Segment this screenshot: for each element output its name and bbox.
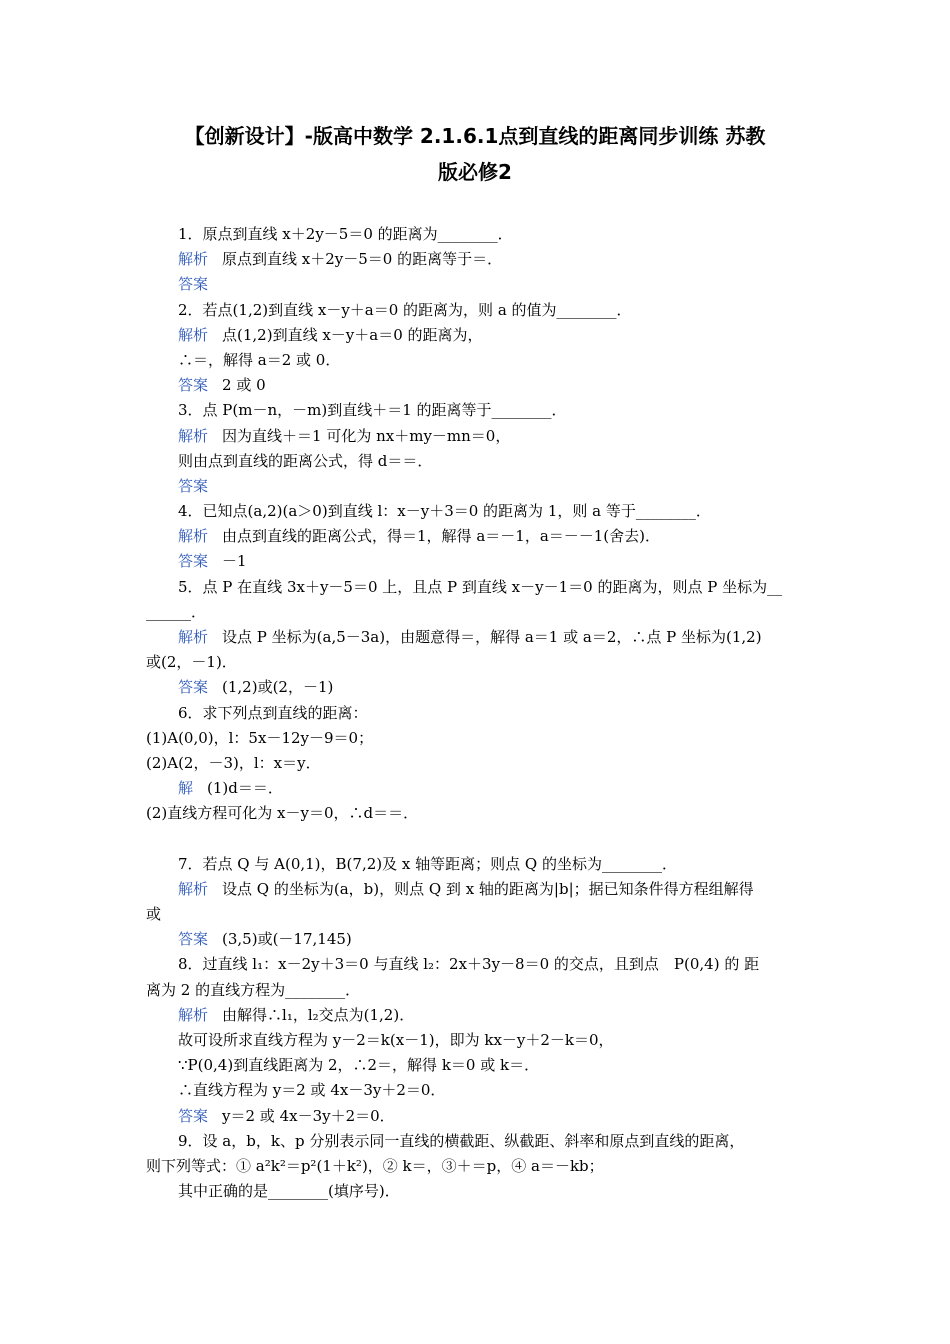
q2-stem: 2．若点(1,2)到直线 x－y＋a＝0 的距离为，则 a 的值为________． [178, 300, 632, 319]
q5-answer-text: (1,2)或(2，－1) [222, 678, 334, 697]
q6-solution-text: (1)d＝＝． [207, 779, 283, 798]
q1-analysis [146, 247, 810, 272]
q3-analysis-cont: 则由点到直线的距离公式，得 d＝＝． [178, 451, 433, 470]
q5-stem-cont: ______． [146, 602, 207, 621]
q4-analysis-text: 由点到直线的距离公式，得＝1，解得 a＝－1，a＝－－1(舍去)． [222, 527, 661, 546]
q9-stem-line-2: 则下列等式：① a²k²＝p²(1＋k²)，② k＝，③＋＝p，④ a＝－kb； [146, 1156, 604, 1175]
q7-analysis-text: 设点 Q 的坐标为(a，b)，则点 Q 到 x 轴的距离为|b|；据已知条件得方程组解得 [222, 879, 754, 898]
analysis-label: 解析 [178, 250, 209, 269]
q7-answer-text: (3,5)或(－17,145) [222, 930, 352, 949]
answer-label: 答案 [178, 476, 209, 495]
q5-stem: 5．点 P 在直线 3x＋y－5＝0 上，且点 P 到直线 x－y－1＝0 的距离为，则点 P 坐标为__ [178, 577, 783, 596]
q1-analysis-text: 原点到直线 x＋2y－5＝0 的距离等于＝． [222, 250, 503, 269]
q2-analysis-text: 点(1,2)到直线 x－y＋a＝0 的距离为， [222, 325, 483, 344]
title-line-2: 版必修2 [438, 160, 512, 184]
q6-part-2: (2)A(2，－3)，l：x＝y． [146, 753, 321, 772]
q8-analysis-line-3: ∵P(0,4)到直线距离为 2，∴2＝，解得 k＝0 或 k＝． [178, 1056, 540, 1075]
q5-analysis-cont: 或(2，－1)． [146, 653, 237, 672]
q7-analysis-cont: 或 [146, 905, 162, 924]
q8-analysis-line-2: 故可设所求直线方程为 y－2＝k(x－1)，即为 kx－y＋2－k＝0， [178, 1031, 614, 1049]
solution-label: 解 [178, 779, 194, 798]
q5-answer [146, 675, 810, 700]
q4-stem: 4．已知点(a,2)(a＞0)到直线 l：x－y＋3＝0 的距离为 1，则 a 等于________． [178, 502, 711, 521]
answer-label: 答案 [178, 552, 209, 571]
analysis-label: 解析 [178, 527, 209, 546]
analysis-label: 解析 [178, 426, 209, 445]
blank-line [146, 827, 810, 852]
answer-label: 答案 [178, 1106, 209, 1125]
answer-label: 答案 [178, 678, 209, 697]
exercise-content [146, 222, 810, 1204]
q7-answer [146, 927, 810, 952]
q8-analysis-line-4: ∴直线方程为 y＝2 或 4x－3y＋2＝0． [178, 1081, 446, 1100]
q8-analysis-text: 由解得∴l₁，l₂交点为(1,2)． [222, 1005, 415, 1024]
q2-analysis-cont: ∴＝，解得 a＝2 或 0． [178, 350, 341, 369]
q8-answer-text: y＝2 或 4x－3y＋2＝0． [222, 1106, 395, 1125]
q9-stem-line-3: 其中正确的是________(填序号)． [178, 1182, 400, 1201]
q8-stem-cont: 离为 2 的直线方程为________． [146, 980, 361, 999]
q1-stem: 1．原点到直线 x＋2y－5＝0 的距离为________． [178, 225, 513, 243]
analysis-label: 解析 [178, 879, 209, 898]
q7-analysis [146, 877, 810, 902]
analysis-label: 解析 [178, 628, 209, 646]
q3-answer [146, 474, 810, 499]
q5-analysis-text: 设点 P 坐标为(a,5－3a)，由题意得＝，解得 a＝1 或 a＝2，∴点 P 坐标为(1,2) [222, 628, 762, 646]
q4-analysis [146, 524, 810, 549]
answer-label: 答案 [178, 275, 209, 294]
q3-analysis [146, 424, 810, 449]
q6-solution-cont: (2)直线方程可化为 x－y＝0，∴d＝＝． [146, 804, 419, 823]
q4-answer [146, 549, 810, 574]
analysis-label: 解析 [178, 1005, 209, 1024]
answer-label: 答案 [178, 376, 209, 395]
answer-label: 答案 [178, 930, 209, 949]
q4-answer-text: －1 [222, 552, 247, 571]
title-line-1: 【创新设计】-版高中数学 2.1.6.1点到直线的距离同步训练 苏教 [184, 124, 766, 148]
q1-answer [146, 272, 810, 297]
q2-answer-text: 2 或 0 [222, 376, 266, 395]
q2-analysis [146, 323, 810, 348]
q6-solution [146, 776, 810, 801]
q8-stem: 8．过直线 l₁：x－2y＋3＝0 与直线 l₂：2x＋3y－8＝0 的交点，且到点 P(0,4) 的 距 [178, 955, 760, 974]
q7-stem: 7．若点 Q 与 A(0,1)，B(7,2)及 x 轴等距离；则点 Q 的坐标为________． [178, 854, 677, 873]
analysis-label: 解析 [178, 325, 209, 344]
q5-analysis [146, 625, 810, 650]
q8-analysis [146, 1003, 810, 1028]
q3-analysis-text: 因为直线＋＝1 可化为 nx＋my－mn＝0， [222, 426, 511, 445]
q9-stem: 9．设 a，b，k、p 分别表示同一直线的横截距、纵截距、斜率和原点到直线的距离， [178, 1131, 745, 1150]
q6-part-1: (1)A(0,0)，l：5x－12y－9＝0； [146, 728, 374, 747]
page-title [100, 118, 850, 190]
q6-stem: 6．求下列点到直线的距离： [178, 703, 368, 722]
q3-stem: 3．点 P(m－n，－m)到直线＋＝1 的距离等于________． [178, 401, 567, 420]
q2-answer [146, 373, 810, 398]
q8-answer [146, 1104, 810, 1129]
